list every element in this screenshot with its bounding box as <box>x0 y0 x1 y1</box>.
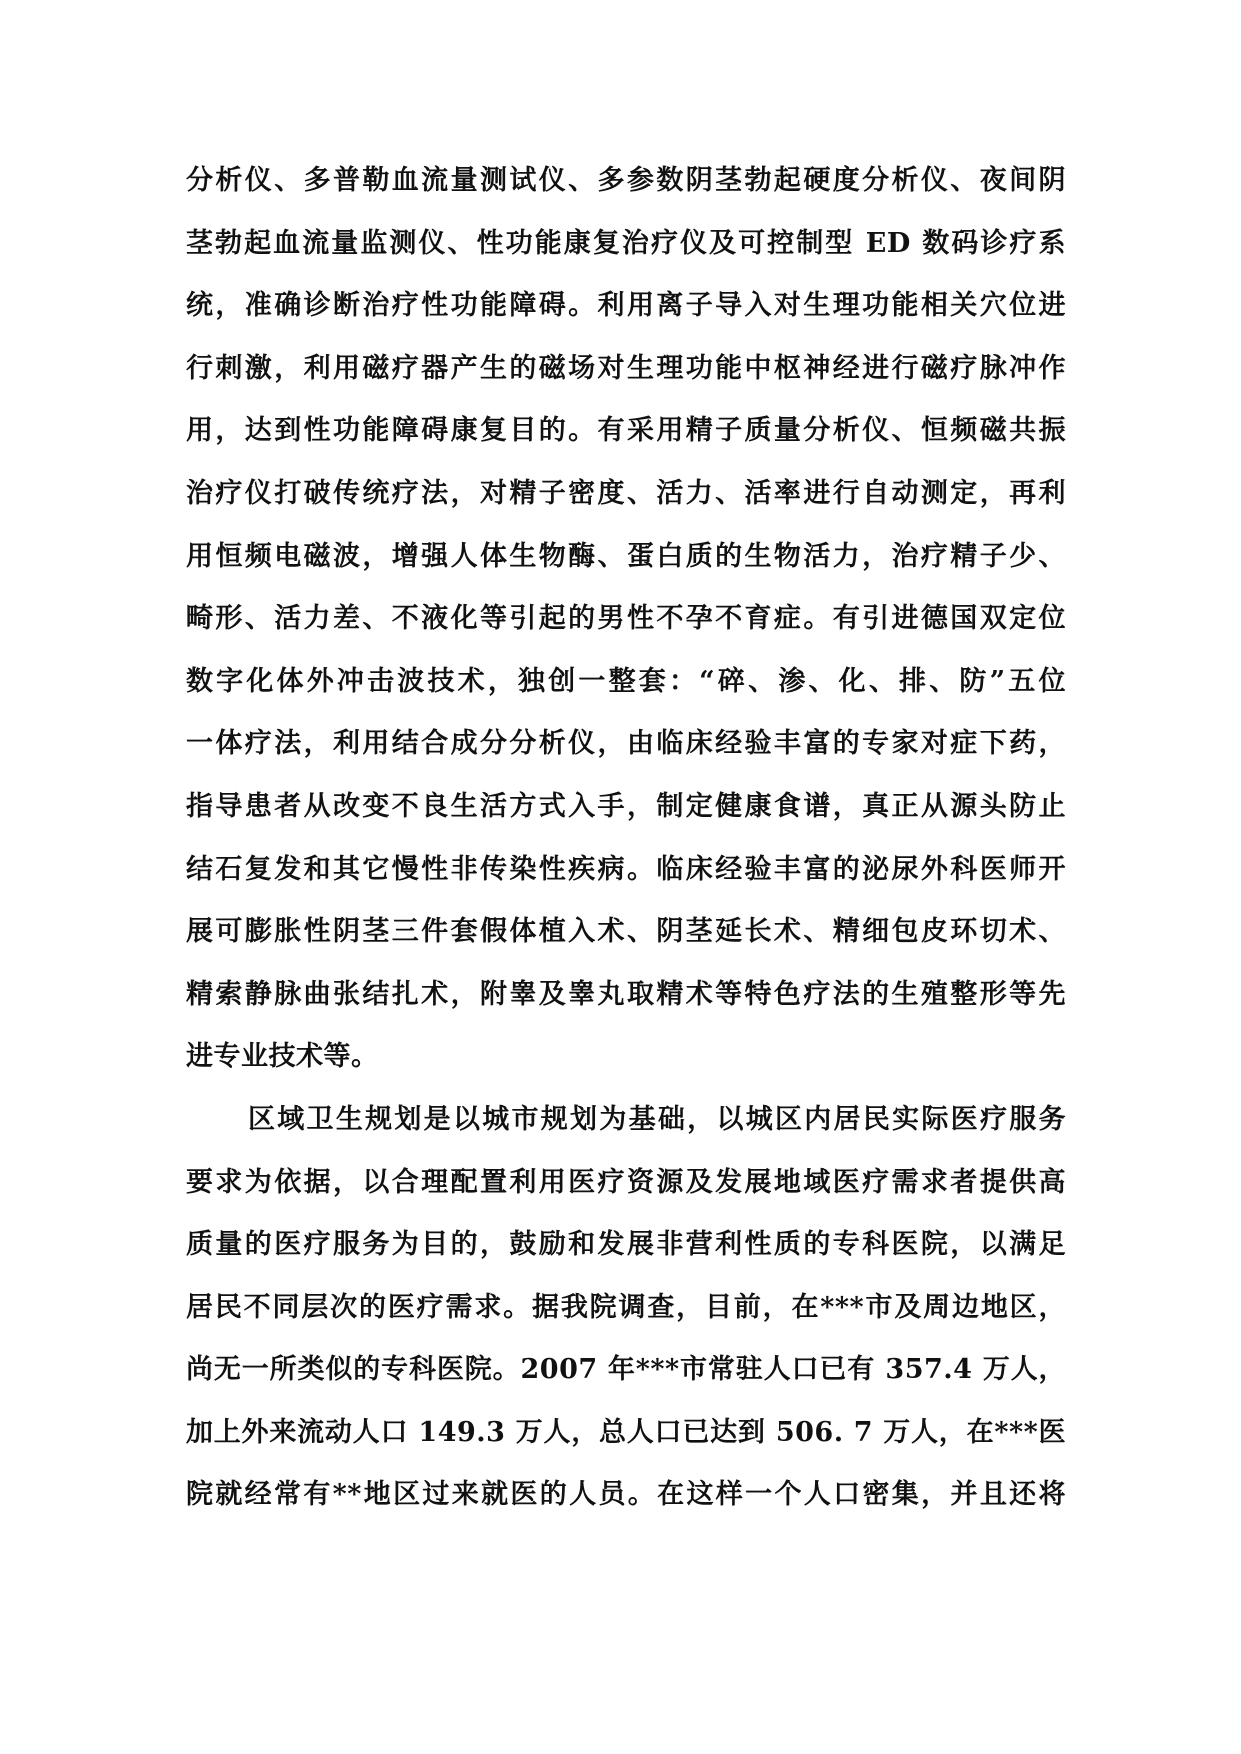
paragraph-line: 进专业技术等。 <box>186 1041 379 1073</box>
paragraph-2 <box>186 1089 1066 1527</box>
paragraph-line: 治疗仪打破传统疗法，对精子密度、活力、活率进行自动测定，再利 <box>186 477 1066 509</box>
paragraph-line: 数字化体外冲击波技术，独创一整套：“碎、渗、化、排、防”五位 <box>186 665 1066 697</box>
paragraph-1 <box>186 150 1066 1089</box>
paragraph-line: 精索静脉曲张结扎术，附睾及睾丸取精术等特色疗法的生殖整形等先 <box>186 978 1066 1010</box>
paragraph-line: 尚无一所类似的专科医院。2007 年***市常驻人口已有 357.4 万人， <box>186 1354 1066 1386</box>
paragraph-line: 区域卫生规划是以城市规划为基础，以城区内居民实际医疗服务 <box>248 1103 1066 1135</box>
paragraph-line: 分析仪、多普勒血流量测试仪、多参数阴茎勃起硬度分析仪、夜间阴 <box>186 165 1066 196</box>
body-text <box>186 150 1066 1527</box>
paragraph-line: 居民不同层次的医疗需求。据我院调查，目前，在***市及周边地区， <box>186 1291 1066 1323</box>
paragraph-line: 行刺激，利用磁疗器产生的磁场对生理功能中枢神经进行磁疗脉冲作 <box>186 352 1066 384</box>
paragraph-line: 要求为依据，以合理配置利用医疗资源及发展地域医疗需求者提供高 <box>186 1166 1066 1198</box>
paragraph-line: 质量的医疗服务为目的，鼓励和发展非营利性质的专科医院，以满足 <box>186 1229 1066 1261</box>
paragraph-line: 结石复发和其它慢性非传染性疾病。临床经验丰富的泌尿外科医师开 <box>186 853 1066 885</box>
paragraph-line: 指导患者从改变不良生活方式入手，制定健康食谱，真正从源头防止 <box>186 790 1066 822</box>
paragraph-line: 畸形、活力差、不液化等引起的男性不孕不育症。有引进德国双定位 <box>186 603 1066 635</box>
paragraph-line: 茎勃起血流量监测仪、性功能康复治疗仪及可控制型 ED 数码诊疗系 <box>186 227 1066 259</box>
paragraph-line: 院就经常有**地区过来就医的人员。在这样一个人口密集，并且还将 <box>186 1479 1066 1511</box>
paragraph-line: 展可膨胀性阴茎三件套假体植入术、阴茎延长术、精细包皮环切术、 <box>186 916 1066 948</box>
paragraph-line: 用，达到性功能障碍康复目的。有采用精子质量分析仪、恒频磁共振 <box>186 415 1066 447</box>
paragraph-line: 一体疗法，利用结合成分分析仪，由临床经验丰富的专家对症下药， <box>186 728 1066 760</box>
paragraph-line: 用恒频电磁波，增强人体生物酶、蛋白质的生物活力，治疗精子少、 <box>186 540 1066 572</box>
paragraph-line: 加上外来流动人口 149.3 万人，总人口已达到 506. 7 万人，在***医 <box>186 1416 1066 1448</box>
paragraph-line: 统，准确诊断治疗性功能障碍。利用离子导入对生理功能相关穴位进 <box>186 290 1066 322</box>
